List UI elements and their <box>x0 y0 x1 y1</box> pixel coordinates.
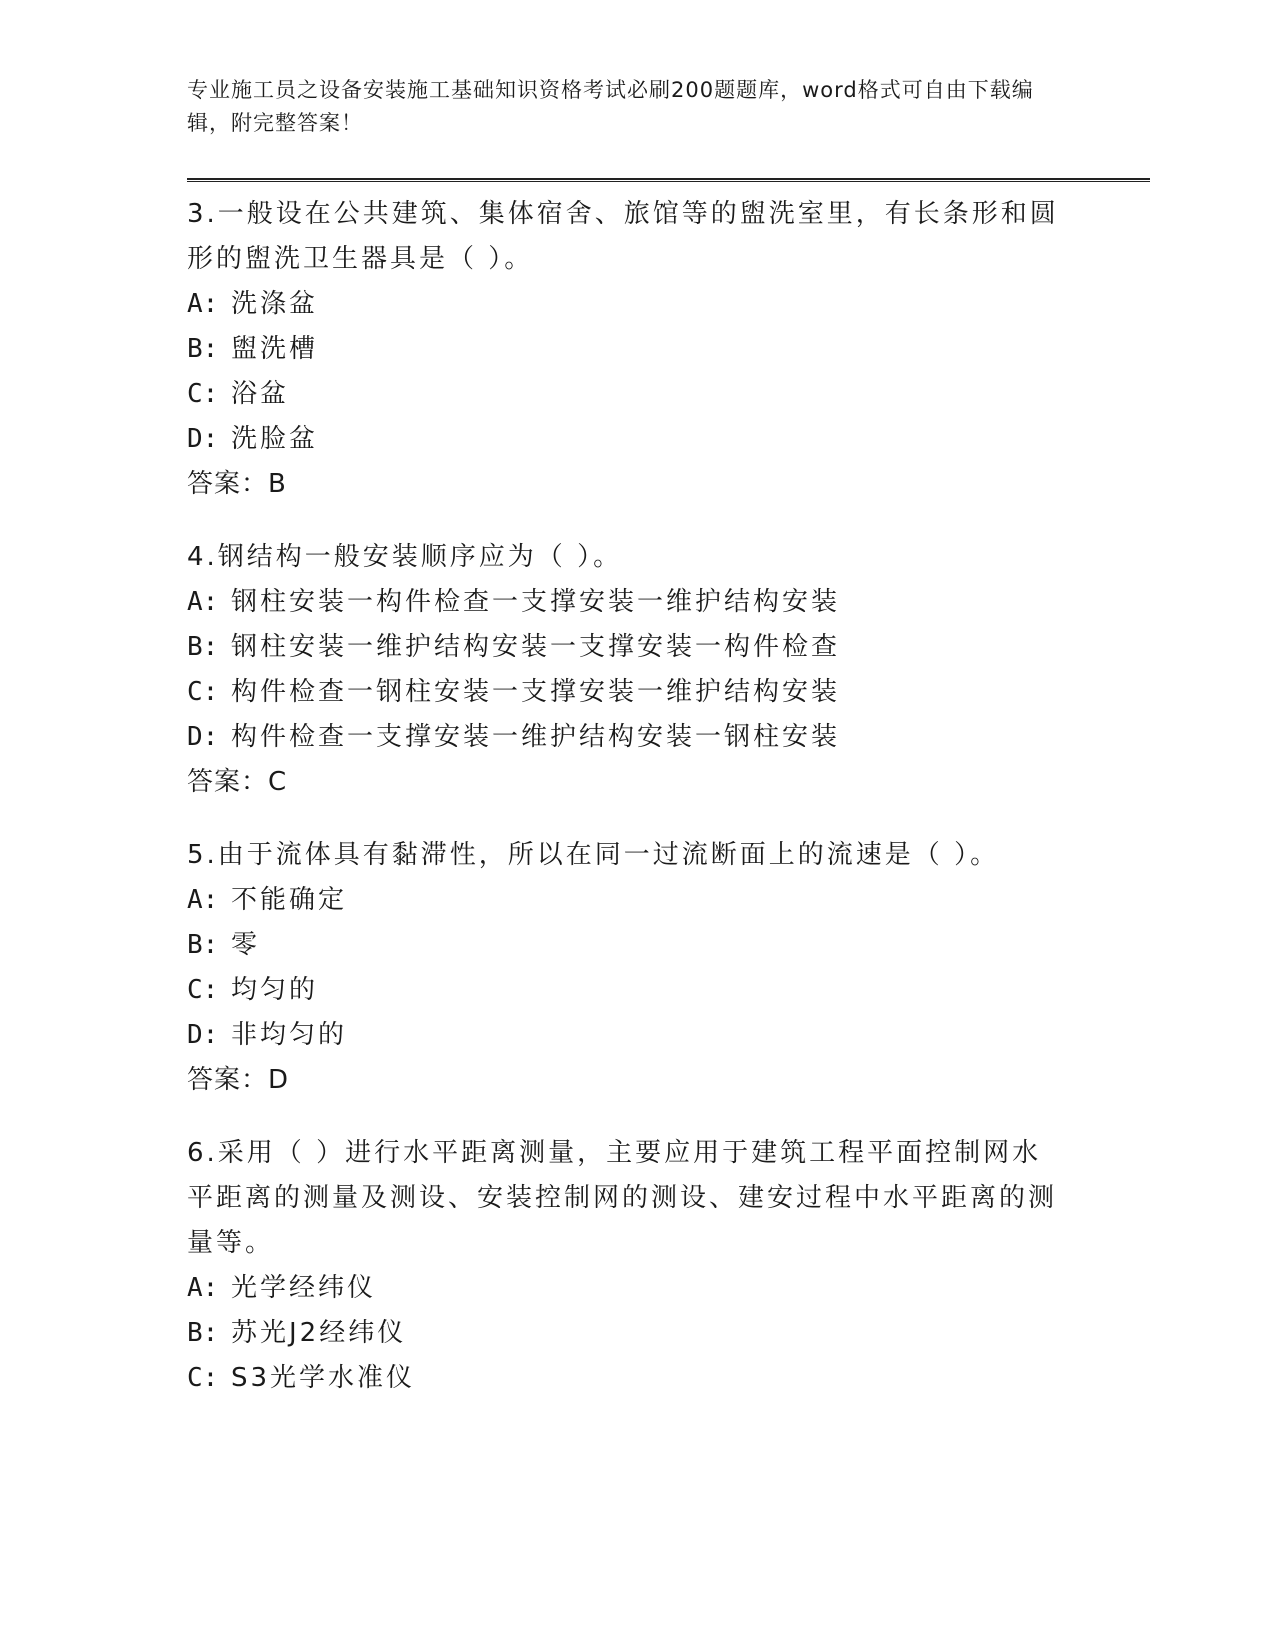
option-text: S3光学水准仪 <box>231 1363 416 1393</box>
option-letter: B: <box>187 632 219 662</box>
option-d <box>187 1013 1087 1058</box>
option-text: 苏光J2经纬仪 <box>231 1318 407 1348</box>
option-a <box>187 878 1087 923</box>
option-b <box>187 327 1087 372</box>
option-text: 洗涤盆 <box>231 289 319 319</box>
option-letter: B: <box>187 930 219 960</box>
option-text: 构件检查一支撑安装一维护结构安装一钢柱安装 <box>231 722 841 752</box>
question-4 <box>187 535 1087 805</box>
option-text: 盥洗槽 <box>231 334 319 364</box>
option-text: 洗脸盆 <box>231 424 319 454</box>
option-text: 不能确定 <box>231 885 348 915</box>
option-letter: A: <box>187 885 219 915</box>
option-text: 钢柱安装一维护结构安装一支撑安装一构件检查 <box>231 632 841 662</box>
option-a <box>187 282 1087 327</box>
option-b <box>187 923 1087 968</box>
option-letter: B: <box>187 1318 219 1348</box>
option-text: 浴盆 <box>231 379 290 409</box>
option-text: 非均匀的 <box>231 1020 348 1050</box>
answer-line: 答案：D <box>187 1065 290 1095</box>
option-b <box>187 625 1087 670</box>
option-c <box>187 372 1087 417</box>
header-divider <box>187 178 1150 182</box>
option-letter: A: <box>187 289 219 319</box>
option-letter: D: <box>187 1020 219 1050</box>
option-letter: C: <box>187 379 219 409</box>
question-stem: 4.钢结构一般安装顺序应为（ ）。 <box>187 542 623 572</box>
question-stem: 5.由于流体具有黏滞性，所以在同一过流断面上的流速是（ ）。 <box>187 840 1000 870</box>
option-text: 钢柱安装一构件检查一支撑安装一维护结构安装 <box>231 587 841 617</box>
question-list <box>187 192 1087 1429</box>
document-header: 专业施工员之设备安装施工基础知识资格考试必刷200题题库，word格式可自由下载编辑，附完整答案！ <box>187 78 1034 135</box>
option-c <box>187 968 1087 1013</box>
answer-line: 答案：C <box>187 767 288 797</box>
question-stem: 3.一般设在公共建筑、集体宿舍、旅馆等的盥洗室里，有长条形和圆形的盥洗卫生器具是（ ）。 <box>187 199 1059 274</box>
option-a <box>187 1266 1087 1311</box>
option-a <box>187 580 1087 625</box>
answer-line: 答案：B <box>187 469 287 499</box>
option-c <box>187 1356 1087 1401</box>
question-6 <box>187 1131 1087 1401</box>
option-letter: C: <box>187 1363 219 1393</box>
question-5 <box>187 833 1087 1103</box>
question-stem: 6.采用（ ）进行水平距离测量，主要应用于建筑工程平面控制网水平距离的测量及测设、安装控制网的测设、建安过程中水平距离的测量等。 <box>187 1138 1058 1258</box>
option-text: 均匀的 <box>231 975 319 1005</box>
option-d <box>187 715 1087 760</box>
option-text: 零 <box>231 930 261 960</box>
option-letter: B: <box>187 334 219 364</box>
option-letter: D: <box>187 424 219 454</box>
option-d <box>187 417 1087 462</box>
option-letter: C: <box>187 975 219 1005</box>
option-letter: A: <box>187 1273 219 1303</box>
option-letter: D: <box>187 722 219 752</box>
option-b <box>187 1311 1087 1356</box>
option-text: 光学经纬仪 <box>231 1273 377 1303</box>
option-letter: A: <box>187 587 219 617</box>
option-letter: C: <box>187 677 219 707</box>
option-c <box>187 670 1087 715</box>
question-3 <box>187 192 1087 507</box>
option-text: 构件检查一钢柱安装一支撑安装一维护结构安装 <box>231 677 841 707</box>
